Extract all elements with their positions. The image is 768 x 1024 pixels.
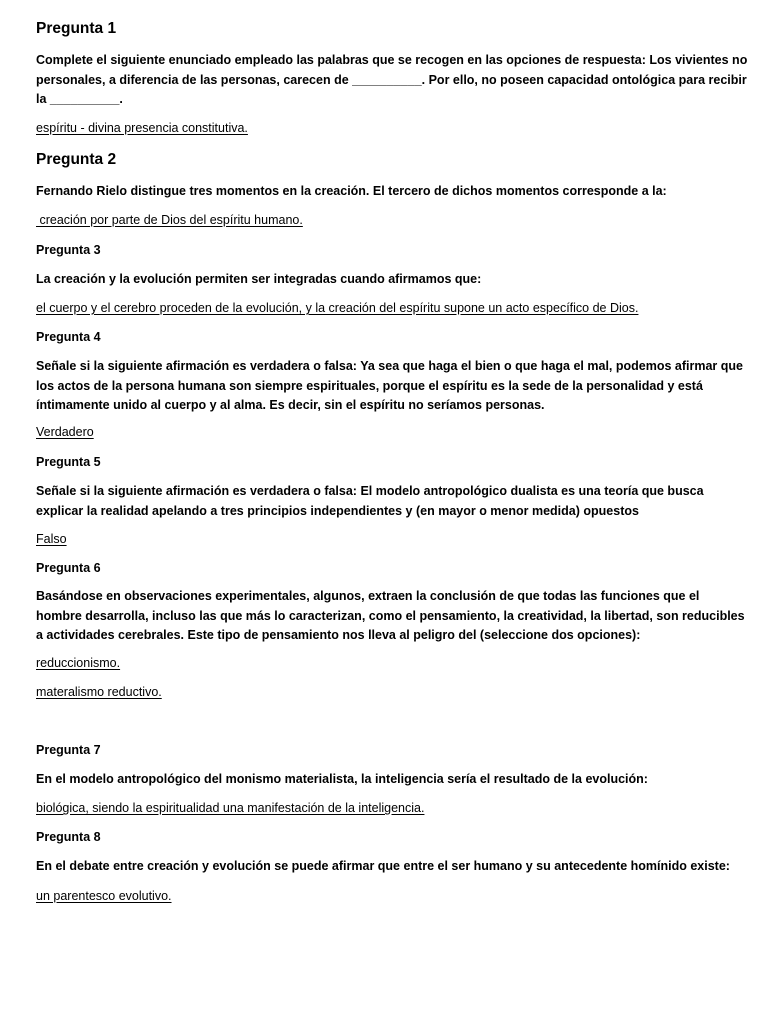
question-1-answer-block	[36, 119, 748, 137]
question-8-answer-block	[36, 887, 748, 905]
question-8	[36, 828, 748, 846]
answer-text: creación por parte de Dios del espíritu humano.	[36, 213, 303, 227]
answer-text: Falso	[36, 532, 67, 546]
question-text: Complete el siguiente enunciado empleado las palabras que se recogen en las opciones de respuesta: Los vivientes no personales, a diferencia de las personas, carecen de __________. Por ello, no poseen capacidad ontológica para recibir la __________.	[36, 53, 748, 106]
question-6-text-block	[36, 587, 748, 646]
question-2-text-block	[36, 182, 748, 202]
question-title: Pregunta 1	[36, 20, 117, 37]
question-3	[36, 241, 748, 259]
question-4	[36, 328, 748, 346]
question-text: Basándose en observaciones experimentales, algunos, extraen la conclusión de que todas las funciones que el hombre desarrolla, incluso las que más lo caracterizan, como el pensamiento, la creatividad, la libertad, son reducibles a actividades cerebrales. Este tipo de pensamiento nos lleva al peligro del (seleccione dos opciones):	[36, 589, 745, 642]
question-text: Señale si la siguiente afirmación es verdadera o falsa: Ya sea que haga el bien o que haga el mal, podemos afirmar que los actos de la persona humana son siempre espirituales, porque el espíritu es la sede de la personalidad y está íntimamente unido al cuerpo y al alma. Es decir, sin el espíritu no seríamos personas.	[36, 359, 743, 412]
question-1-text-block	[36, 51, 748, 110]
question-6	[36, 559, 748, 577]
answer-text: espíritu - divina presencia constitutiva.	[36, 121, 248, 135]
question-8-text-block	[36, 857, 748, 877]
question-text: En el modelo antropológico del monismo materialista, la inteligencia sería el resultado de la evolución:	[36, 772, 648, 786]
question-6-answer-block-1	[36, 654, 748, 672]
question-title: Pregunta 2	[36, 151, 117, 168]
question-7-text-block	[36, 770, 748, 790]
question-5	[36, 453, 748, 471]
answer-text: el cuerpo y el cerebro proceden de la evolución, y la creación del espíritu supone un acto específico de Dios.	[36, 301, 639, 315]
question-6-answer-block-2	[36, 683, 748, 701]
question-3-text-block	[36, 270, 748, 290]
question-4-answer-block	[36, 423, 748, 441]
question-3-answer-block	[36, 299, 748, 317]
question-title: Pregunta 3	[36, 243, 101, 257]
question-1	[36, 18, 748, 40]
question-5-answer-block	[36, 530, 748, 548]
answer-text: biológica, siendo la espiritualidad una manifestación de la inteligencia.	[36, 801, 425, 815]
answer-text: materalismo reductivo.	[36, 685, 162, 699]
question-title: Pregunta 5	[36, 455, 101, 469]
question-title: Pregunta 8	[36, 830, 101, 844]
question-2	[36, 149, 748, 171]
question-text: Señale si la siguiente afirmación es verdadera o falsa: El modelo antropológico dualista es una teoría que busca explicar la realidad apelando a tres principios independientes y (en mayor o menor medida) opuestos	[36, 484, 704, 518]
answer-text: un parentesco evolutivo.	[36, 889, 172, 903]
question-5-text-block	[36, 482, 748, 521]
question-2-answer-block	[36, 211, 748, 229]
answer-text: reduccionismo.	[36, 656, 121, 670]
question-text: La creación y la evolución permiten ser integradas cuando afirmamos que:	[36, 272, 482, 286]
question-title: Pregunta 7	[36, 743, 101, 757]
question-text: Fernando Rielo distingue tres momentos en la creación. El tercero de dichos momentos corresponde a la:	[36, 184, 667, 198]
answer-text: Verdadero	[36, 425, 94, 439]
question-title: Pregunta 6	[36, 561, 101, 575]
question-title: Pregunta 4	[36, 330, 101, 344]
question-text: En el debate entre creación y evolución se puede afirmar que entre el ser humano y su antecedente homínido existe:	[36, 859, 730, 873]
question-4-text-block	[36, 357, 748, 416]
question-7	[36, 741, 748, 759]
question-7-answer-block	[36, 799, 748, 817]
